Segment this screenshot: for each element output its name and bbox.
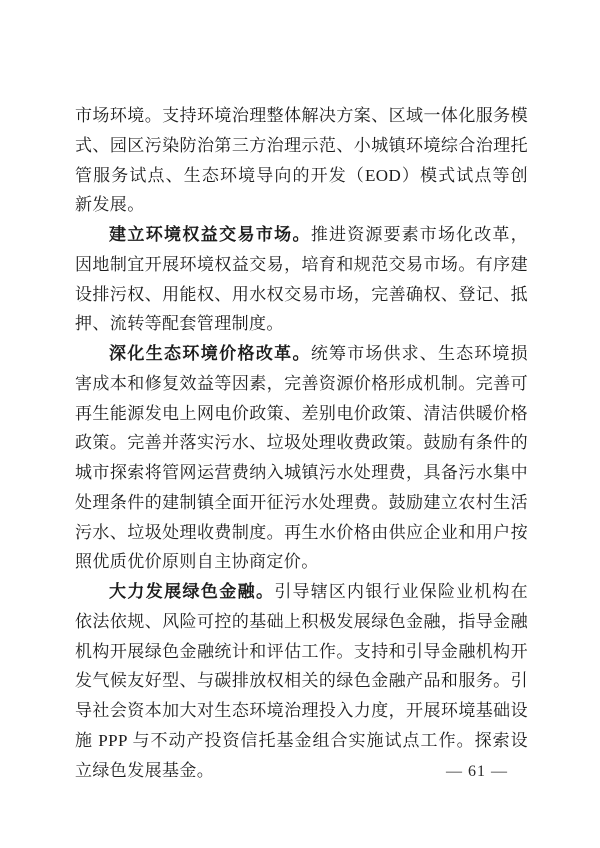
paragraph-text: 推进资源要素市场化改革，因地制宜开展环境权益交易，培育和规范交易市场。有序建设排污权、用能权、用水权交易市场，完善确权、登记、抵押、流转等配套管理制度。 — [75, 225, 528, 334]
paragraph-eco-environment-price-reform — [75, 339, 528, 577]
paragraph-text: 市场环境。支持环境治理整体解决方案、区域一体化服务模式、园区污染防治第三方治理示范、小城镇环境综合治理托管服务试点、生态环境导向的开发（EOD）模式试点等创新发展。 — [75, 106, 528, 215]
paragraph-green-finance — [75, 577, 528, 785]
paragraph-text: 引导辖区内银行业保险业机构在依法依规、风险可控的基础上积极发展绿色金融，指导金融机构开展绿色金融统计和评估工作。支持和引导金融机构开发气候友好型、与碳排放权相关的绿色金融产品和服务。引导社会资本加大对生态环境治理投入力度，开展环境基础设施 PPP 与不动产投资信托基金组合实施试点工作。探索设立绿色发展基金。 — [75, 582, 528, 780]
paragraph-lead: 建立环境权益交易市场。 — [109, 225, 311, 244]
paragraph-lead: 大力发展绿色金融。 — [109, 582, 275, 601]
page-number: — 61 — — [446, 763, 508, 780]
paragraph-market-environment — [75, 101, 528, 220]
paragraph-lead: 深化生态环境价格改革。 — [109, 344, 311, 363]
paragraph-environmental-rights-trading — [75, 220, 528, 339]
paragraph-text: 统筹市场供求、生态环境损害成本和修复效益等因素，完善资源价格形成机制。完善可再生能源发电上网电价政策、差别电价政策、清洁供暖价格政策。完善并落实污水、垃圾处理收费政策。鼓励有条件的城市探索将管网运营费纳入城镇污水处理费，具备污水集中处理条件的建制镇全面开征污水处理费。鼓励建立农村生活污水、垃圾处理收费制度。再生水价格由供应企业和用户按照优质优价原则自主协商定价。 — [75, 344, 528, 572]
document-body — [75, 101, 528, 785]
